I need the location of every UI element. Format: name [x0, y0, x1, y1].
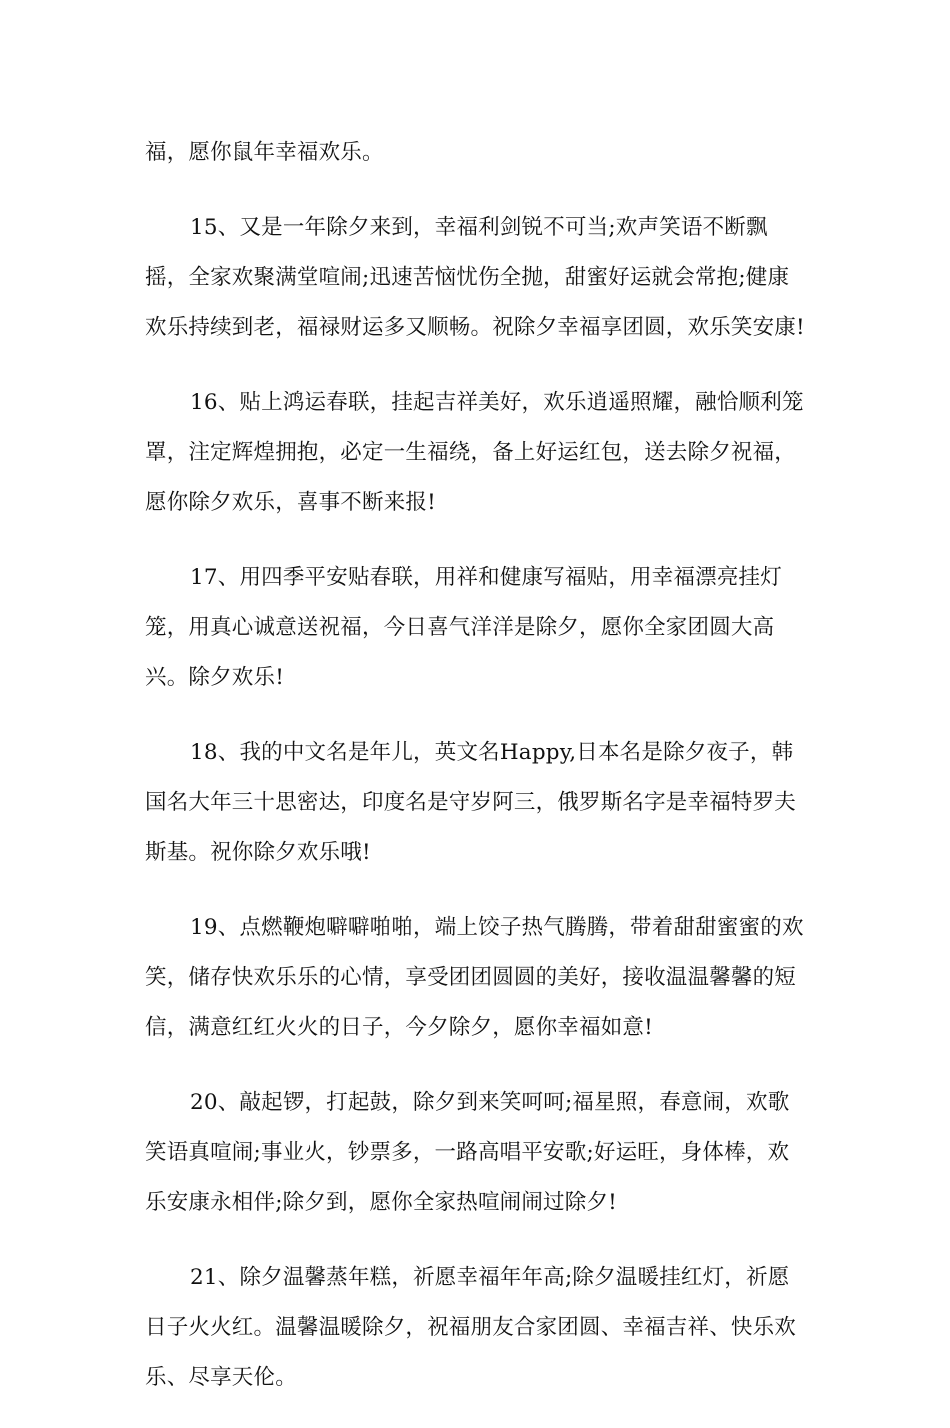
paragraph-17: 17、用四季平安贴春联，用祥和健康写福贴，用幸福漂亮挂灯笼，用真心诚意送祝福，今日喜气洋洋是除夕，愿你全家团圆大高兴。除夕欢乐!	[145, 565, 782, 690]
paragraph-16: 16、贴上鸿运春联，挂起吉祥美好，欢乐逍遥照耀，融恰顺利笼罩，注定辉煌拥抱，必定一生福绕，备上好运红包，送去除夕祝福，愿你除夕欢乐，喜事不断来报!	[145, 390, 804, 515]
paragraph-20: 20、敲起锣，打起鼓，除夕到来笑呵呵;福星照，春意闹，欢歌笑语真喧闹;事业火，钞票多，一路高唱平安歌;好运旺，身体棒，欢乐安康永相伴;除夕到，愿你全家热喧闹闹过除夕!	[145, 1090, 790, 1215]
paragraph-21: 21、除夕温馨蒸年糕，祈愿幸福年年高;除夕温暖挂红灯，祈愿日子火火红。温馨温暖除夕，祝福朋友合家团圆、幸福吉祥、快乐欢乐、尽享天伦。	[145, 1265, 797, 1390]
paragraph-15: 15、又是一年除夕来到，幸福利剑锐不可当;欢声笑语不断飘摇，全家欢聚满堂喧闹;迅速苦恼忧伤全抛，甜蜜好运就会常抱;健康欢乐持续到老，福禄财运多又顺畅。祝除夕幸福享团圆，欢乐笑安康!	[145, 215, 805, 340]
paragraph-18: 18、我的中文名是年儿，英文名Happy,日本名是除夕夜子，韩国名大年三十思密达，印度名是守岁阿三，俄罗斯名字是幸福特罗夫斯基。祝你除夕欢乐哦!	[145, 740, 797, 865]
document-body	[145, 128, 810, 1428]
paragraph-continuation: 福，愿你鼠年幸福欢乐。	[145, 140, 384, 165]
paragraph-19: 19、点燃鞭炮噼噼啪啪，端上饺子热气腾腾，带着甜甜蜜蜜的欢笑，储存快欢乐乐的心情，享受团团圆圆的美好，接收温温馨馨的短信，满意红红火火的日子，今夕除夕，愿你幸福如意!	[145, 915, 804, 1040]
